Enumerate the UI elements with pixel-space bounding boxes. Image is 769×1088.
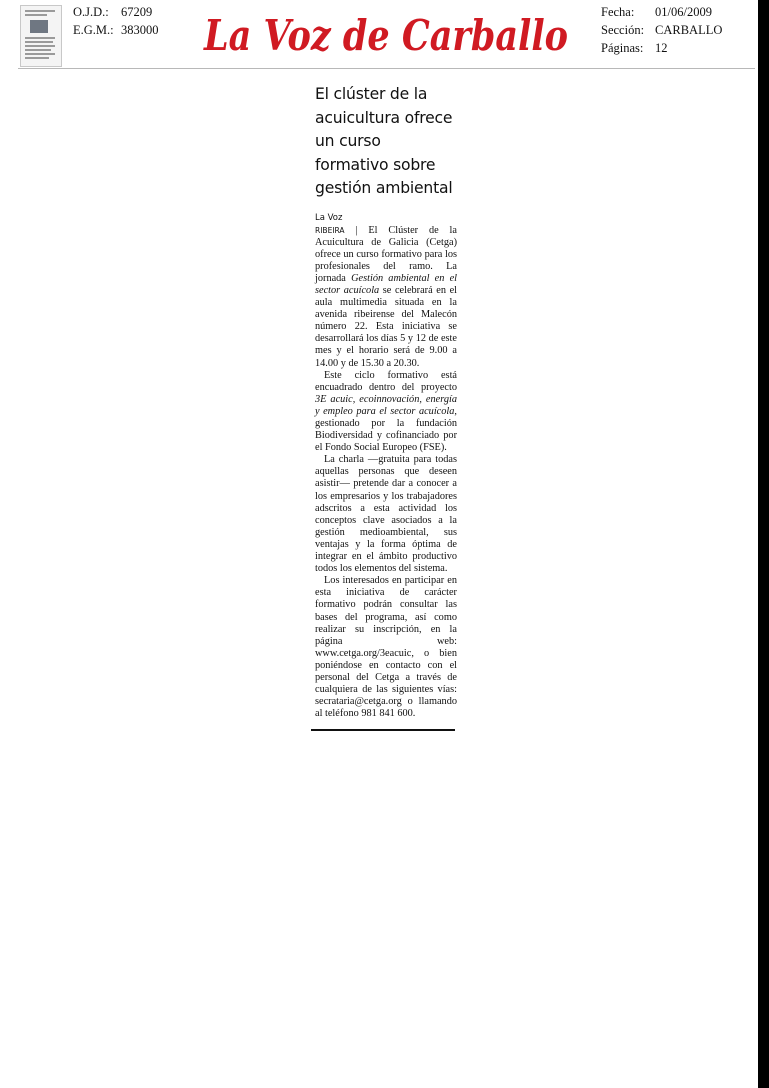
paginas-value: 12 xyxy=(655,41,668,55)
paragraph-2-lead: Este ciclo formativo está encuadrado dentro del proyecto xyxy=(315,369,457,393)
paragraph-1-italic: Gestión ambiental en el sector acuícola xyxy=(315,272,458,296)
thumbnail-photo xyxy=(30,20,48,33)
article-body xyxy=(315,225,457,721)
paragraph-2 xyxy=(315,370,457,455)
paragraph-1-lead: El Clúster de la Acuicultura de Galicia (Cetga) ofrece un curso formativo para los profesionales del ramo. La jornada xyxy=(315,224,457,284)
paragraph-1 xyxy=(315,225,457,370)
seccion-value: CARBALLO xyxy=(655,23,723,37)
ojd-value: 67209 xyxy=(121,5,153,19)
article-location: RIBEIRA xyxy=(315,225,345,235)
fecha-label: Fecha: xyxy=(601,5,635,19)
scan-edge-bar xyxy=(758,0,769,1088)
masthead-text: La Voz de Carballo xyxy=(203,11,568,60)
fecha-value: 01/06/2009 xyxy=(655,5,712,19)
page-thumbnail xyxy=(20,5,62,67)
ojd-label: O.J.D.: xyxy=(73,5,109,19)
paragraph-2-tail: , gestionado por la fundación Biodiversidad y cofinanciado por el Fondo Social Europeo (FSE). xyxy=(315,405,457,454)
seccion-label: Sección: xyxy=(601,23,645,37)
paragraph-3: La charla —gratuita para todas aquellas personas que deseen asistir— pretende dar a conocer a los empresarios y los trabajadores adscritos a esta actividad los conceptos clave asociados a la gestión medioambiental, sus ventajas y la forma óptima de integrar en el ámbito productivo todos los elementos del sistema. xyxy=(315,454,457,575)
egm-label: E.G.M.: xyxy=(73,23,114,37)
circulation-info xyxy=(73,3,159,39)
article-headline: El clúster de la acuicultura ofrece un curso formativo sobre gestión ambiental xyxy=(315,85,453,197)
paginas-label: Páginas: xyxy=(601,41,644,55)
egm-value: 383000 xyxy=(121,23,159,37)
edition-info xyxy=(601,3,722,57)
masthead-logo xyxy=(200,2,572,66)
paragraph-4: Los interesados en participar en esta iniciativa de carácter formativo podrán consultar las bases del programa, así como realizar su inscripción, en la página web: www.cetga.org/3eacuic, o bien poniéndose en contacto con el personal del Cetga a través de cualquiera de las siguientes vías: secrataria@cetga.org o llamando al teléfono 981 841 600. xyxy=(315,575,457,720)
header-divider xyxy=(18,68,755,69)
location-separator: | xyxy=(344,224,369,236)
article-end-rule xyxy=(311,729,455,731)
paragraph-2-italic: 3E acuic, ecoinnovación, energía y empleo para el sector acuícola xyxy=(315,393,457,417)
article xyxy=(315,83,457,731)
article-byline: La Voz xyxy=(315,212,343,223)
paragraph-1-tail: se celebrará en el aula multimedia situada en la avenida ribeirense del Malecón número 22. Esta iniciativa se desarrollará los días 5 y 12 de este mes y el horario será de 9.00 a 14.00 y de 15.30 a 20.30. xyxy=(315,284,457,369)
